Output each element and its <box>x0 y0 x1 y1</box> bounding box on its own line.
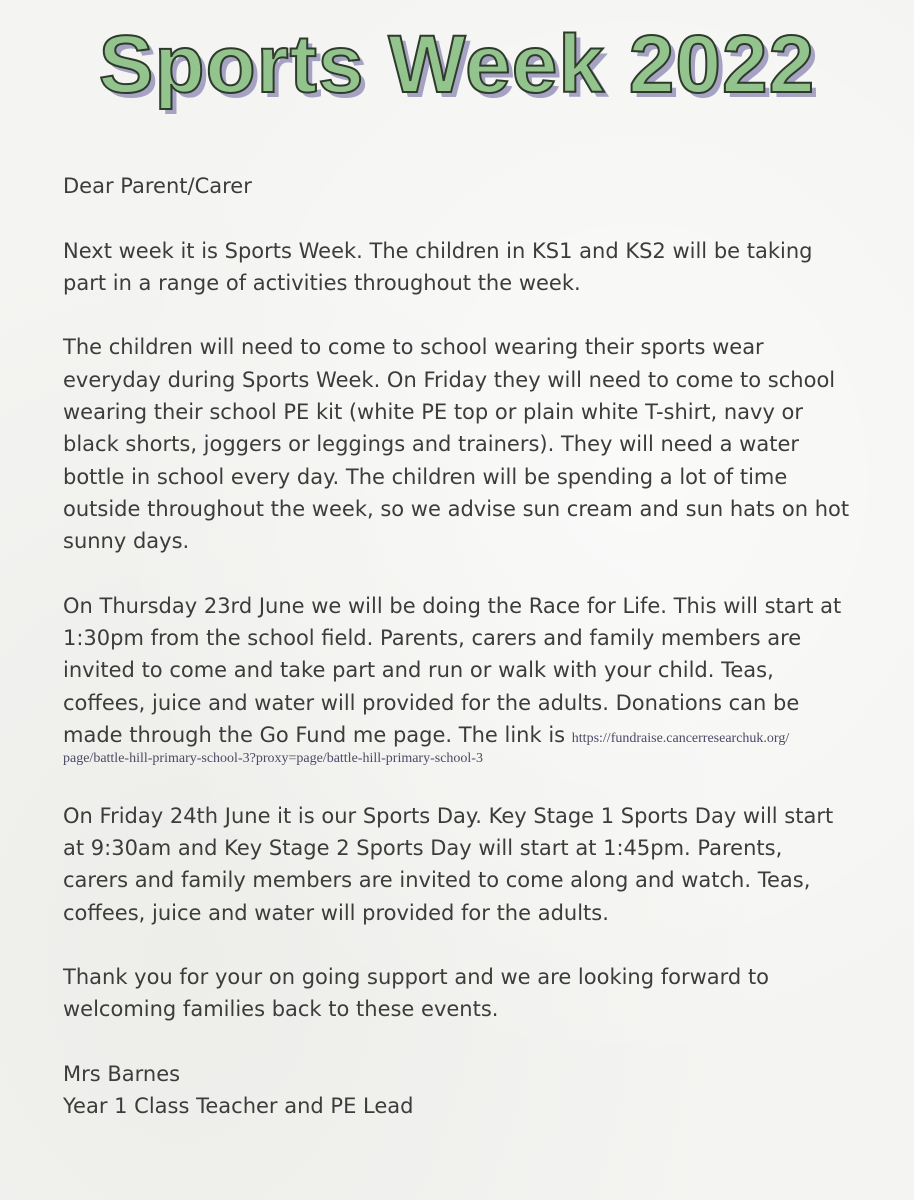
paragraph-thanks: Thank you for your on going support and we are looking forward to welcoming families back to these events. <box>63 965 770 1022</box>
paragraph-race-for-life <box>63 590 853 767</box>
race-for-life-text: On Thursday 23rd June we will be doing the Race for Life. This will start at 1:30pm from the school field. Parents, carers and family members are invited to come and take part and run or walk with your child. Teas, coffees, juice and water will provided for the adults. Donations can be made through the Go Fund me page. The link is <box>63 593 842 748</box>
donation-link-part2[interactable]: page/battle-hill-primary-school-3?proxy=page/battle-hill-primary-school-3 <box>63 751 483 767</box>
signature <box>63 1058 853 1123</box>
donation-link-part1[interactable]: https://fundraise.cancerresearchuk.org/ <box>571 731 790 747</box>
greeting: Dear Parent/Carer <box>63 174 252 198</box>
page-title: Sports Week 2022 <box>98 19 816 110</box>
paragraph-clothing: The children will need to come to school wearing their sports wear everyday during Sports Week. On Friday they will need to come to school wearing their school PE kit (white PE top or plain white T-shirt, navy or black shorts, joggers or leggings and trainers). They will need a water bottle in school every day. The children will be spending a lot of time outside throughout the week, so we advise sun cream and sun hats on hot sunny days. <box>63 335 850 554</box>
paragraph-intro: Next week it is Sports Week. The children in KS1 and KS2 will be taking part in a range of activities throughout the week. <box>63 238 813 295</box>
paragraph-sports-day: On Friday 24th June it is our Sports Day. Key Stage 1 Sports Day will start at 9:30am and Key Stage 2 Sports Day will start at 1:45pm. Parents, carers and family members are invited to come along and watch. Teas, coffees, juice and water will provided for the adults. <box>63 803 834 925</box>
letter-body <box>63 170 853 1123</box>
signature-role: Year 1 Class Teacher and PE Lead <box>63 1094 414 1119</box>
signature-name: Mrs Barnes <box>63 1062 181 1087</box>
